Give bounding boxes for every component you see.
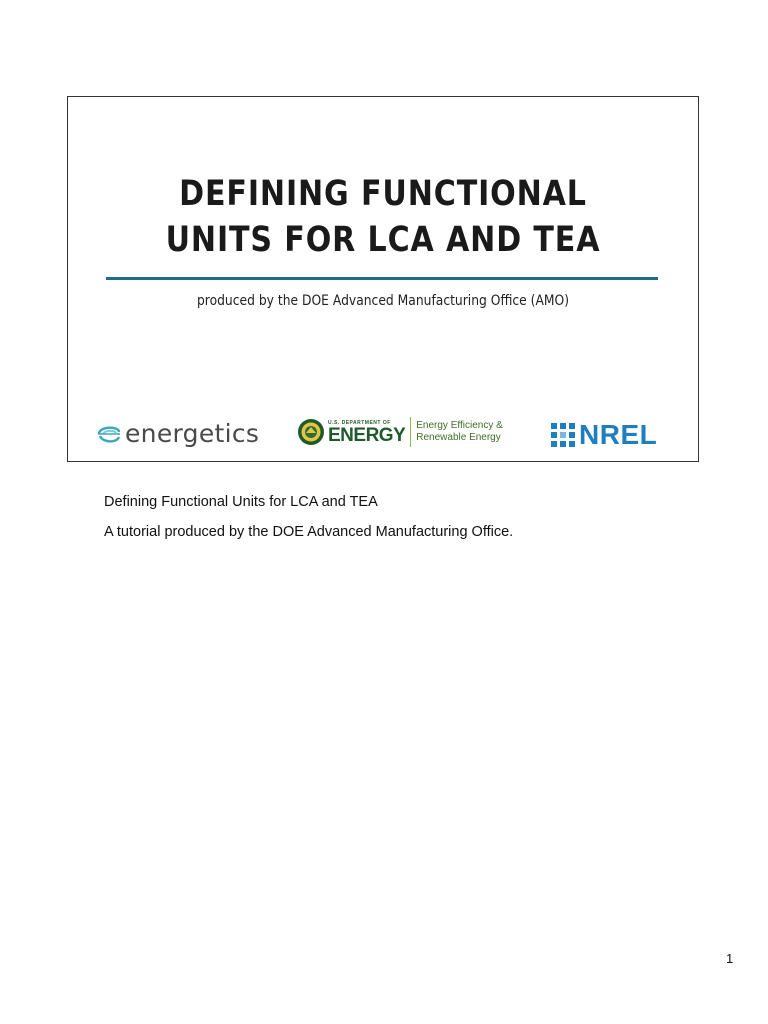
logo-row (68, 415, 698, 455)
slide-subtitle: produced by the DOE Advanced Manufacturing Office (AMO) (196, 293, 570, 309)
slide-title-line-1: DEFINING FUNCTIONAL (179, 174, 587, 214)
doe-department-text: U.S. DEPARTMENT OF (328, 419, 391, 426)
notes-line-2: A tutorial produced by the DOE Advanced Manufacturing Office. (104, 524, 514, 540)
speaker-notes (104, 494, 513, 554)
doe-divider (410, 417, 411, 447)
nrel-logo (551, 419, 657, 451)
nrel-wordmark: NREL (579, 419, 658, 450)
doe-eere-logo (297, 417, 503, 447)
energetics-logo (96, 419, 259, 448)
doe-seal-icon (297, 418, 325, 446)
eere-line-2: Renewable Energy (416, 432, 501, 443)
slide-title-line-2: UNITS FOR LCA AND TEA (165, 220, 601, 260)
slide-title (112, 171, 654, 263)
eere-line-1: Energy Efficiency & (416, 420, 503, 431)
energetics-wordmark: energetics (125, 419, 260, 448)
notes-line-1: Defining Functional Units for LCA and TEA (104, 494, 378, 510)
slide-frame (67, 96, 699, 462)
page-number: 1 (726, 951, 734, 966)
nrel-grid-icon (551, 423, 575, 447)
title-underline (106, 277, 658, 280)
energetics-swirl-icon (96, 421, 122, 447)
doe-energy-text: ENERGY (328, 424, 406, 446)
